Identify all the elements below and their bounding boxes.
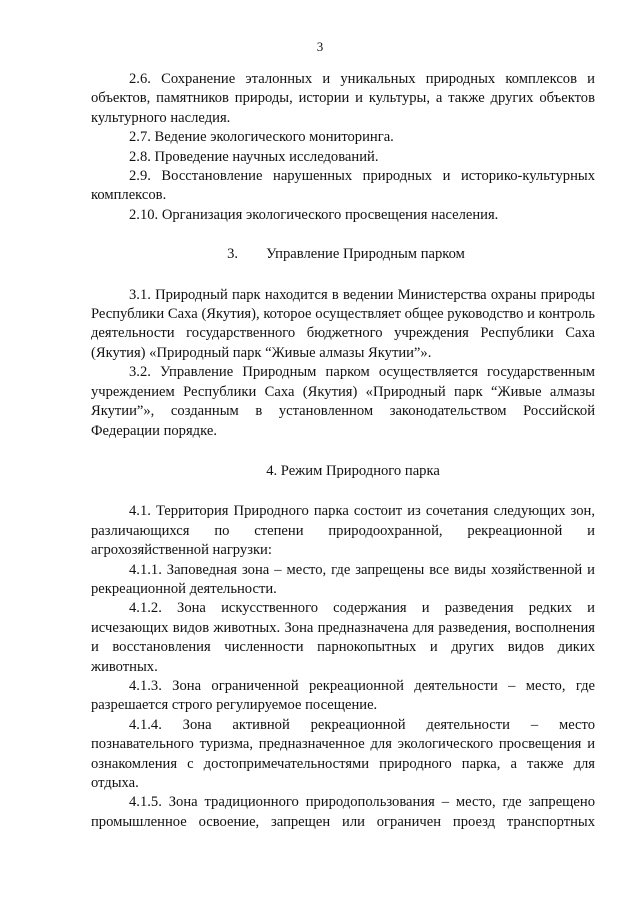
item-2-8: 2.8. Проведение научных исследований. [129, 148, 379, 165]
page-number: 3 [316, 39, 324, 54]
item-2-7: 2.7. Ведение экологического мониторинга. [129, 129, 394, 146]
paragraph-4-1-2: 4.1.2. Зона искусственного содержания и разведения редких и исчезающих видов животных. Зона предназначена для разведения, восполнения и восстановления численности парнокопытных и других видов диких животных. [91, 600, 595, 675]
paragraph-3-2: 3.2. Управление Природным парком осуществляется государственным учреждением Республики Саха (Якутия) «Природный парк “Живые алмазы Якутии”», созданным в установленном законодательством Российской Федерации порядке. [91, 364, 595, 439]
section-4-body [91, 502, 595, 832]
section-4-heading: 4. Режим Природного парка [266, 462, 440, 479]
item-2-10: 2.10. Организация экологического просвещения населения. [129, 206, 499, 223]
section-2-list [91, 70, 595, 225]
paragraph-4-1-5: 4.1.5. Зона традиционного природопользования – место, где запрещено промышленное освоение, запрещен или ограничен проезд транспортных [91, 794, 595, 830]
section-3-number: 3. [227, 246, 239, 263]
paragraph-4-1: 4.1. Территория Природного парка состоит из сочетания следующих зон, различающихся по степени природоохранной, рекреационной и агрохозяйственной нагрузки: [91, 503, 595, 559]
item-2-9: 2.9. Восстановление нарушенных природных и историко-культурных комплексов. [91, 168, 595, 204]
item-2-6: 2.6. Сохранение эталонных и уникальных природных комплексов и объектов, памятников природы, истории и культуры, а также других объектов культурного наследия. [91, 71, 595, 126]
section-3-heading [91, 245, 595, 264]
paragraph-3-1: 3.1. Природный парк находится в ведении Министерства охраны природы Республики Саха (Якутия), которое осуществляет общее руководство и контроль деятельности государственного бюджетного учреждения Республики Саха (Якутия) «Природный парк “Живые алмазы Якутии”». [91, 286, 595, 361]
paragraph-4-1-1: 4.1.1. Заповедная зона – место, где запрещены все виды хозяйственной и рекреационной деятельности. [91, 561, 595, 597]
section-3-title: Управление Природным парком [266, 246, 465, 263]
paragraph-4-1-3: 4.1.3. Зона ограниченной рекреационной деятельности – место, где разрешается строго регулируемое посещение. [91, 677, 595, 714]
document-body [91, 70, 595, 832]
paragraph-4-1-4: 4.1.4. Зона активной рекреационной деятельности – место познавательного туризма, предназначенное для экологического просвещения и ознакомления с достопримечательностями природного парка, а также для отдыха. [91, 716, 595, 791]
section-3-body [91, 286, 595, 441]
